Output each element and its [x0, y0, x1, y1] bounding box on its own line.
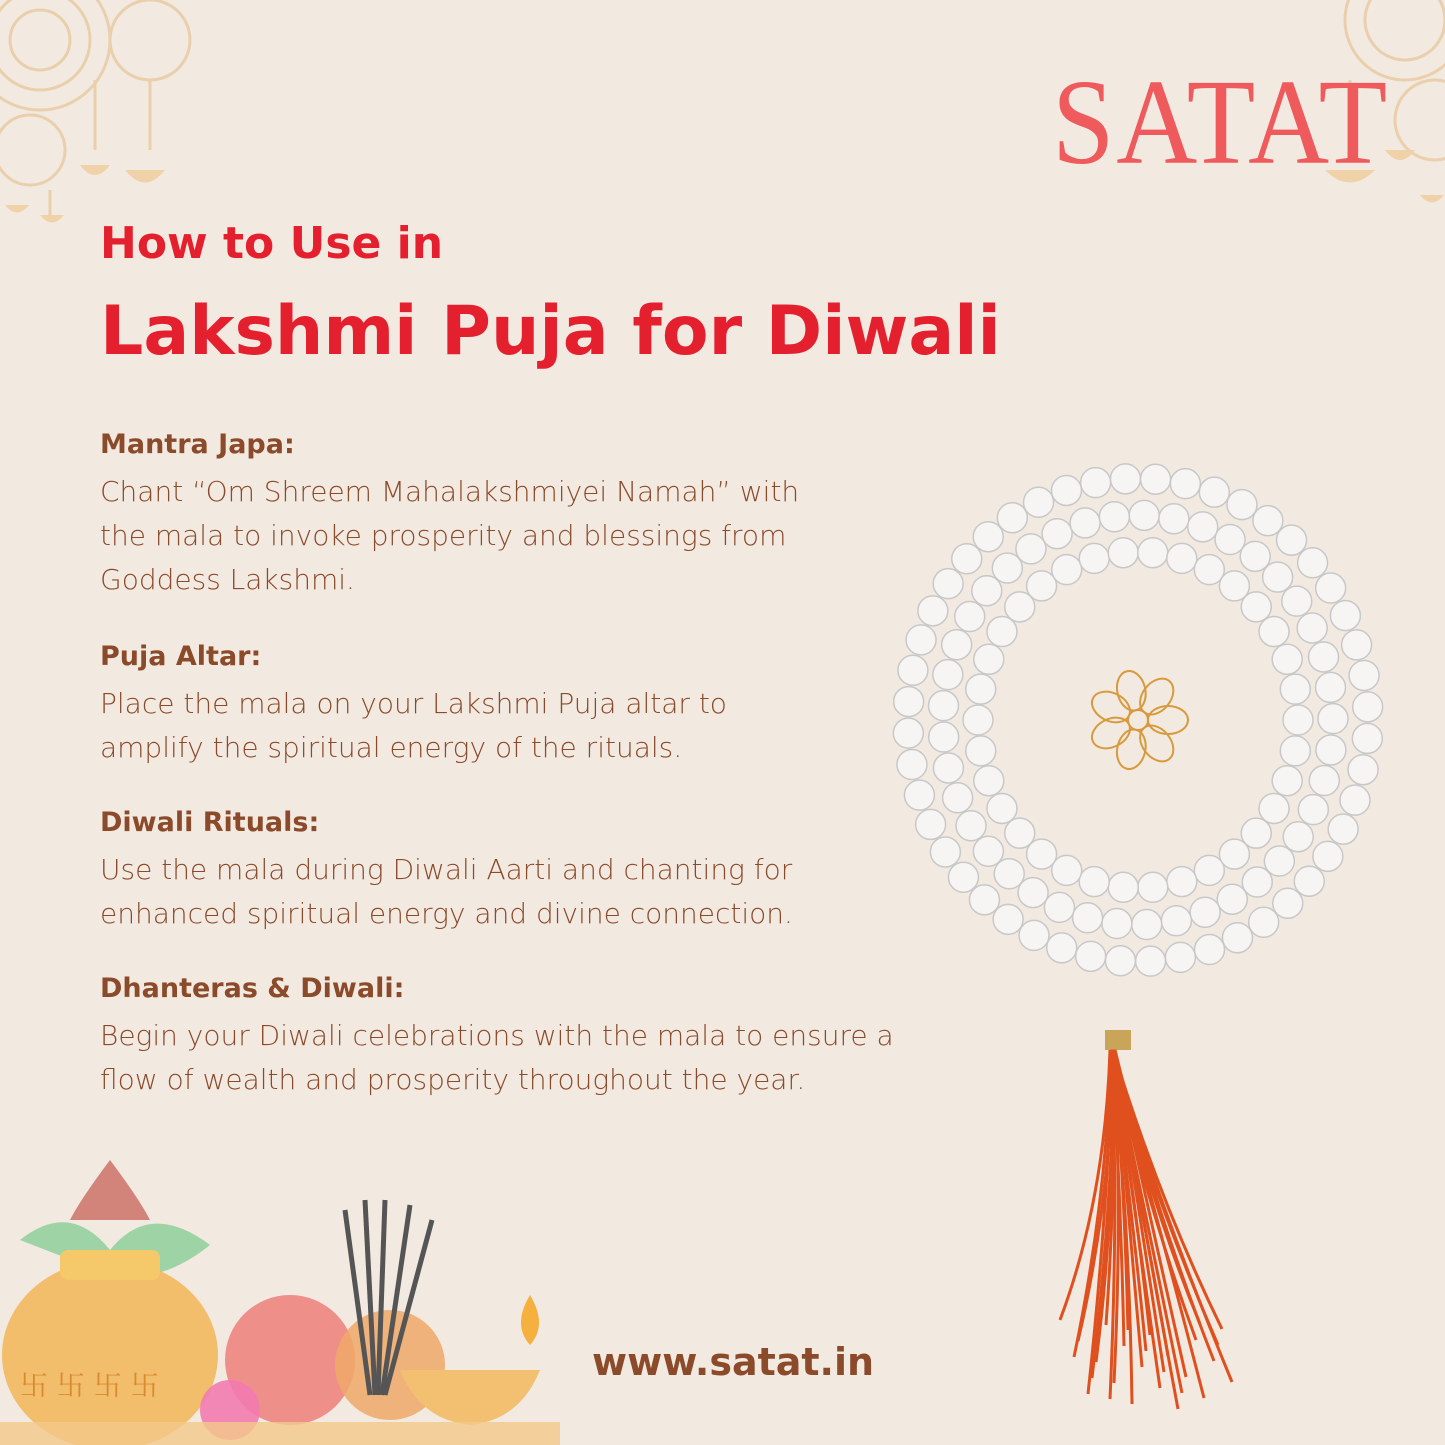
section-text: flow of wealth and prosperity throughout the year. — [100, 1063, 806, 1096]
mala-bead — [916, 809, 946, 839]
mala-bead — [1165, 942, 1195, 972]
mala-bead — [893, 718, 923, 748]
mala-bead — [974, 644, 1004, 674]
mala-bead — [1215, 524, 1245, 554]
mala-bead — [933, 660, 963, 690]
mala-bead — [1108, 872, 1138, 902]
section-text: the mala to invoke prosperity and blessings from — [100, 519, 787, 552]
crystal-mala-image — [860, 420, 1420, 1420]
mala-bead — [974, 766, 1004, 796]
mala-bead — [1047, 933, 1077, 963]
mala-bead — [1170, 469, 1200, 499]
mala-bead — [1272, 766, 1302, 796]
mala-bead — [1349, 660, 1379, 690]
mandala-decoration-left — [0, 0, 200, 240]
mala-bead — [1227, 490, 1257, 520]
mala-bead — [1129, 500, 1159, 530]
mala-bead — [1167, 867, 1197, 897]
mala-bead — [969, 885, 999, 915]
mala-bead — [1188, 512, 1218, 542]
mala-bead — [1259, 793, 1289, 823]
mala-bead — [1052, 555, 1082, 585]
website-link[interactable]: www.satat.in — [592, 1340, 875, 1384]
mala-bead — [948, 862, 978, 892]
mala-bead — [1073, 903, 1103, 933]
mala-bead — [1316, 672, 1346, 702]
section-text: Chant “Om Shreem Mahalakshmiyei Namah” with — [100, 475, 800, 508]
mala-bead — [1110, 464, 1140, 494]
section-text: Use the mala during Diwali Aarti and chanting for — [100, 853, 793, 886]
mala-bead — [1167, 543, 1197, 573]
mala-bead — [966, 736, 996, 766]
mala-bead — [904, 780, 934, 810]
mala-bead — [997, 503, 1027, 533]
mala-bead — [1190, 897, 1220, 927]
mala-bead — [955, 602, 985, 632]
mala-bead — [1298, 548, 1328, 578]
mala-bead — [1272, 644, 1302, 674]
mala-bead — [1348, 755, 1378, 785]
mala-bead — [1297, 613, 1327, 643]
mala-bead — [942, 630, 972, 660]
mala-bead — [1282, 586, 1312, 616]
mala-bead — [1024, 487, 1054, 517]
mala-bead — [1294, 866, 1324, 896]
mala-bead — [928, 691, 958, 721]
mala-bead — [1138, 538, 1168, 568]
mala-bead — [1161, 906, 1191, 936]
section-title: Mantra Japa: — [100, 429, 295, 460]
mala-bead — [1280, 674, 1310, 704]
section-title: Diwali Rituals: — [100, 807, 320, 838]
mala-bead — [929, 722, 959, 752]
mala-bead — [1199, 477, 1229, 507]
mala-bead — [1102, 909, 1132, 939]
mala-bead — [1195, 935, 1225, 965]
mala-bead — [930, 837, 960, 867]
heading-line-1: How to Use in — [100, 218, 444, 269]
flower-logo-icon — [1087, 668, 1188, 772]
mala-bead — [1280, 736, 1310, 766]
mala-bead — [1044, 892, 1074, 922]
mala-bead — [918, 596, 948, 626]
mala-bead — [952, 544, 982, 574]
mala-bead — [1132, 910, 1162, 940]
mala-bead — [1283, 705, 1313, 735]
mala-bead — [1313, 841, 1343, 871]
section-title: Dhanteras & Diwali: — [100, 973, 405, 1004]
section-text: Place the mala on your Lakshmi Puja altar to — [100, 687, 727, 720]
mala-bead — [987, 617, 1017, 647]
mala-bead — [906, 625, 936, 655]
mala-bead — [1330, 601, 1360, 631]
brand-logo: SATAT — [1052, 55, 1389, 190]
mala-bead — [1273, 888, 1303, 918]
mala-bead — [1316, 573, 1346, 603]
mala-bead — [963, 705, 993, 735]
mala-bead — [1042, 519, 1072, 549]
mala-bead — [1005, 818, 1035, 848]
mala-bead — [966, 674, 996, 704]
mala-bead — [1340, 785, 1370, 815]
mala-bead — [973, 522, 1003, 552]
mala-bead — [1342, 630, 1372, 660]
mala-bead — [1353, 692, 1383, 722]
mala-bead — [897, 750, 927, 780]
mala-bead — [1242, 867, 1272, 897]
mala-bead — [1316, 735, 1346, 765]
section-text: amplify the spiritual energy of the rituals. — [100, 731, 683, 764]
mala-bead — [1298, 795, 1328, 825]
mala-bead — [933, 753, 963, 783]
page-title: Lakshmi Puja for Diwali — [100, 292, 1001, 371]
mala-bead — [1194, 855, 1224, 885]
mala-bead — [1283, 822, 1313, 852]
mala-bead — [1263, 562, 1293, 592]
mala-bead — [894, 687, 924, 717]
mala-bead — [1079, 543, 1109, 573]
mala-bead — [1328, 814, 1358, 844]
svg-text:卐 卐 卐 卐: 卐 卐 卐 卐 — [20, 1369, 159, 1402]
mala-bead — [1016, 534, 1046, 564]
mala-bead — [973, 836, 1003, 866]
mala-bead — [1141, 464, 1171, 494]
mala-bead — [1241, 592, 1271, 622]
section-text: Goddess Lakshmi. — [100, 563, 355, 596]
mala-bead — [898, 655, 928, 685]
mala-bead — [1352, 723, 1382, 753]
mala-bead — [993, 904, 1023, 934]
mala-bead — [1079, 867, 1109, 897]
mala-bead — [1259, 617, 1289, 647]
mala-bead — [972, 576, 1002, 606]
mala-bead — [1309, 642, 1339, 672]
mala-bead — [933, 569, 963, 599]
mala-bead — [1277, 525, 1307, 555]
mala-bead — [1076, 941, 1106, 971]
mala-bead — [1105, 946, 1135, 976]
mala-bead — [1019, 920, 1049, 950]
mala-bead — [956, 811, 986, 841]
mala-bead — [1217, 884, 1247, 914]
mala-bead — [1051, 475, 1081, 505]
mala-bead — [987, 793, 1017, 823]
mala-bead — [1138, 872, 1168, 902]
mala-bead — [1318, 704, 1348, 734]
mala-bead — [1309, 766, 1339, 796]
section-title: Puja Altar: — [100, 641, 262, 672]
mala-bead — [1222, 923, 1252, 953]
mala-bead — [1081, 468, 1111, 498]
mala-bead — [1253, 506, 1283, 536]
mala-bead — [1108, 538, 1138, 568]
mala-bead — [1249, 907, 1279, 937]
mala-bead — [994, 859, 1024, 889]
mala-bead — [1159, 504, 1189, 534]
mala-bead — [1070, 508, 1100, 538]
mala-bead — [943, 783, 973, 813]
diwali-illustration — [0, 1150, 560, 1445]
section-text: enhanced spiritual energy and divine connection. — [100, 897, 793, 930]
mala-bead — [1136, 946, 1166, 976]
mala-bead — [1099, 502, 1129, 532]
section-text: Begin your Diwali celebrations with the mala to ensure a — [100, 1019, 894, 1052]
